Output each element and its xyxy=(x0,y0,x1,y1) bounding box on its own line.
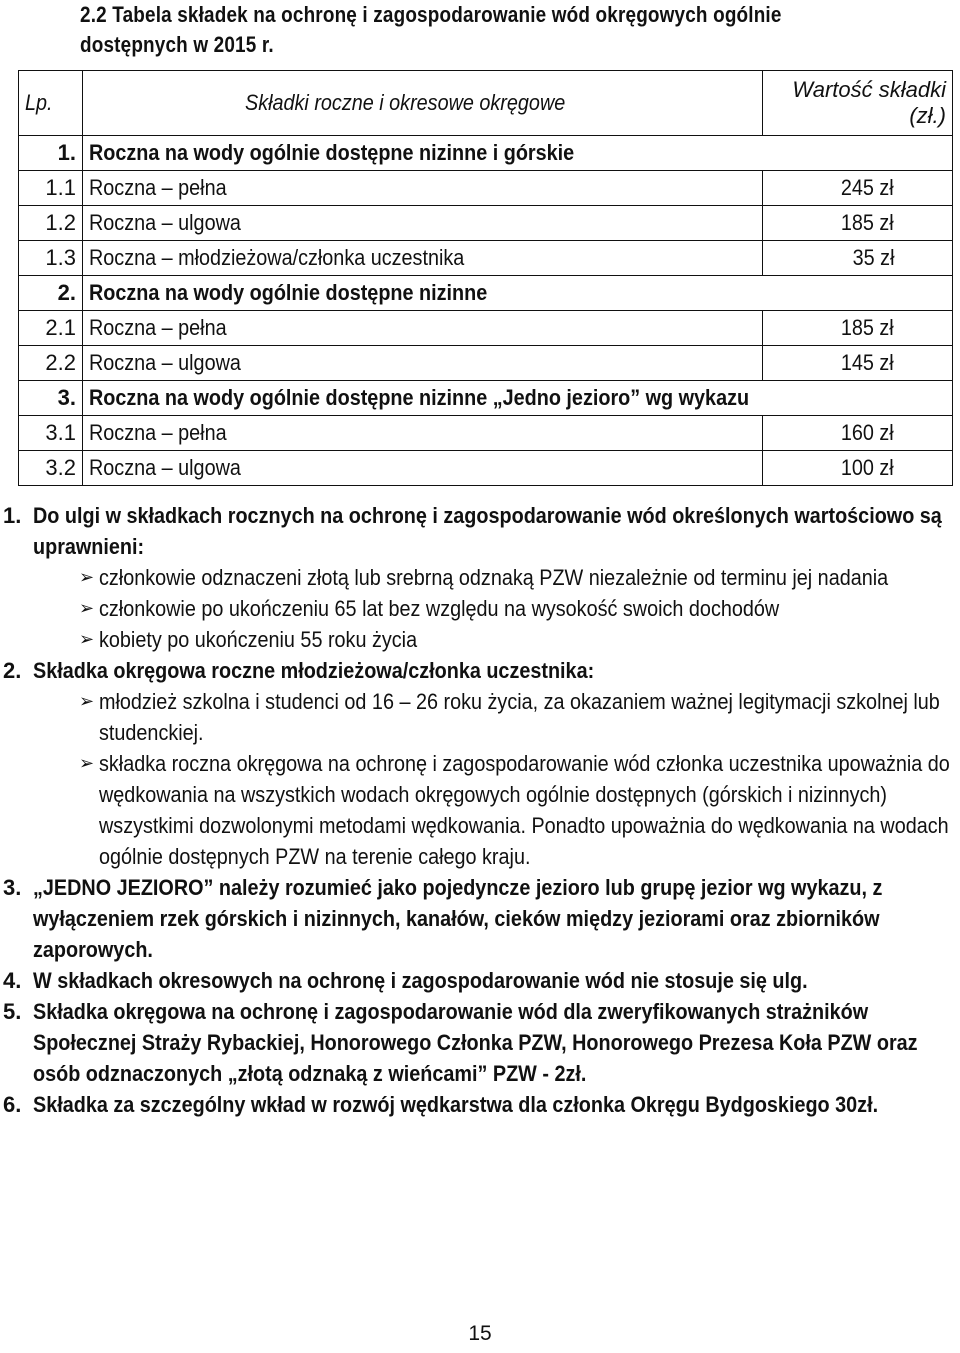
note-number: 6. xyxy=(3,1092,22,1117)
note-2-bullets xyxy=(3,686,955,872)
list-item: ➢ składka roczna okręgowa na ochronę i zagospodarowanie wód członka uczestnika upoważnia do wędkowania na wszystkich wodach okręgowych ogólnie dostępnych (górskich i nizinnych) wszystkimi dozwolonymi metodami wędkowania. Ponadto upoważnia do wędkowania na wodach ogólnie dostępnych PZW na terenie całego kraju. xyxy=(3,748,955,872)
table-row xyxy=(19,381,953,416)
note-number: 2. xyxy=(3,658,22,683)
note-6-text: Składka za szczególny wkład w rozwój wędkarstwa dla członka Okręgu Bydgoskiego 30zł. xyxy=(33,1092,879,1117)
row-lp: 1.2 xyxy=(19,206,83,241)
list-item: ➢ młodzież szkolna i studenci od 16 – 26 roku życia, za okazaniem ważnej legitymacji szkolnej lub studenckiej. xyxy=(3,686,955,748)
row-name: Roczna – ulgowa xyxy=(83,451,763,486)
note-number: 4. xyxy=(3,968,22,993)
table-row xyxy=(19,171,953,206)
row-name: Roczna na wody ogólnie dostępne nizinne xyxy=(83,276,763,311)
list-item: ➢ członkowie odznaczeni złotą lub srebrną odznaką PZW niezależnie od terminu jej nadania xyxy=(3,562,955,593)
arrow-bullet-icon: ➢ xyxy=(79,598,95,618)
note-2-head: Składka okręgowa roczne młodzieżowa/członka uczestnika: xyxy=(33,658,595,683)
table-row xyxy=(19,346,953,381)
note-number: 5. xyxy=(3,999,22,1024)
fee-table xyxy=(18,70,953,486)
row-value: 35 zł xyxy=(763,241,953,276)
note-6 xyxy=(3,1089,955,1120)
section-title: 2.2 Tabela składek na ochronę i zagospodarowanie wód okręgowych ogólnie dostępnych w 2015 r. xyxy=(80,2,782,57)
row-value: 145 zł xyxy=(763,346,953,381)
table-row xyxy=(19,136,953,171)
arrow-bullet-icon: ➢ xyxy=(79,691,95,711)
row-lp: 3.1 xyxy=(19,416,83,451)
table-header-row xyxy=(19,71,953,136)
row-lp: 2.2 xyxy=(19,346,83,381)
row-value: 185 zł xyxy=(763,206,953,241)
row-name: Roczna – ulgowa xyxy=(83,346,763,381)
table-row xyxy=(19,206,953,241)
row-value xyxy=(763,276,953,311)
note-3-text: „JEDNO JEZIORO” należy rozumieć jako pojedyncze jezioro lub grupę jezior wg wykazu, z wyłączeniem rzek górskich i nizinnych, kanałów, cieków między jeziorami oraz zbiorników zaporowych. xyxy=(33,875,883,962)
table-row xyxy=(19,416,953,451)
note-4-text: W składkach okresowych na ochronę i zagospodarowanie wód nie stosuje się ulg. xyxy=(33,968,808,993)
note-number: 3. xyxy=(3,875,22,900)
note-1-head: Do ulgi w składkach rocznych na ochronę i zagospodarowanie wód określonych wartościowo są uprawnieni: xyxy=(33,503,942,559)
note-3 xyxy=(3,872,955,965)
table-row xyxy=(19,276,953,311)
note-1-bullets xyxy=(3,562,955,655)
row-value: 245 zł xyxy=(763,171,953,206)
table-body xyxy=(19,136,953,486)
row-lp: 3.2 xyxy=(19,451,83,486)
table-row xyxy=(19,451,953,486)
note-1 xyxy=(3,500,955,562)
note-4 xyxy=(3,965,955,996)
row-lp: 3. xyxy=(19,381,83,416)
row-lp: 2.1 xyxy=(19,311,83,346)
note-5 xyxy=(3,996,955,1089)
arrow-bullet-icon: ➢ xyxy=(79,629,95,649)
note-2 xyxy=(3,655,955,686)
row-name: Roczna – pełna xyxy=(83,416,763,451)
row-name: Roczna na wody ogólnie dostępne nizinne i górskie xyxy=(83,136,763,171)
row-value xyxy=(763,136,953,171)
row-lp: 2. xyxy=(19,276,83,311)
row-name: Roczna na wody ogólnie dostępne nizinne „Jedno jezioro” wg wykazu xyxy=(83,381,763,416)
header-lp: Lp. xyxy=(19,71,83,136)
arrow-bullet-icon: ➢ xyxy=(79,567,95,587)
row-value: 160 zł xyxy=(763,416,953,451)
note-5-text: Składka okręgowa na ochronę i zagospodarowanie wód dla zweryfikowanych strażników Społecznej Straży Rybackiej, Honorowego Członka PZW, Honorowego Prezesa Koła PZW oraz osób odznaczonych „złotą odznaką z wieńcami” PZW - 2zł. xyxy=(33,999,918,1086)
header-name: Składki roczne i okresowe okręgowe xyxy=(83,71,763,136)
row-lp: 1.1 xyxy=(19,171,83,206)
row-value xyxy=(763,381,953,416)
row-value: 185 zł xyxy=(763,311,953,346)
row-name: Roczna – młodzieżowa/członka uczestnika xyxy=(83,241,763,276)
list-item: ➢ członkowie po ukończeniu 65 lat bez względu na wysokość swoich dochodów xyxy=(3,593,955,624)
arrow-bullet-icon: ➢ xyxy=(79,753,95,773)
page-number: 15 xyxy=(468,1322,492,1345)
row-lp: 1. xyxy=(19,136,83,171)
header-value: Wartość składki (zł.) xyxy=(763,71,953,136)
table-row xyxy=(19,311,953,346)
list-item: ➢ kobiety po ukończeniu 55 roku życia xyxy=(3,624,955,655)
row-name: Roczna – ulgowa xyxy=(83,206,763,241)
note-number: 1. xyxy=(3,503,22,528)
row-name: Roczna – pełna xyxy=(83,311,763,346)
row-value: 100 zł xyxy=(763,451,953,486)
notes-section xyxy=(3,500,955,1120)
row-name: Roczna – pełna xyxy=(83,171,763,206)
row-lp: 1.3 xyxy=(19,241,83,276)
table-row xyxy=(19,241,953,276)
